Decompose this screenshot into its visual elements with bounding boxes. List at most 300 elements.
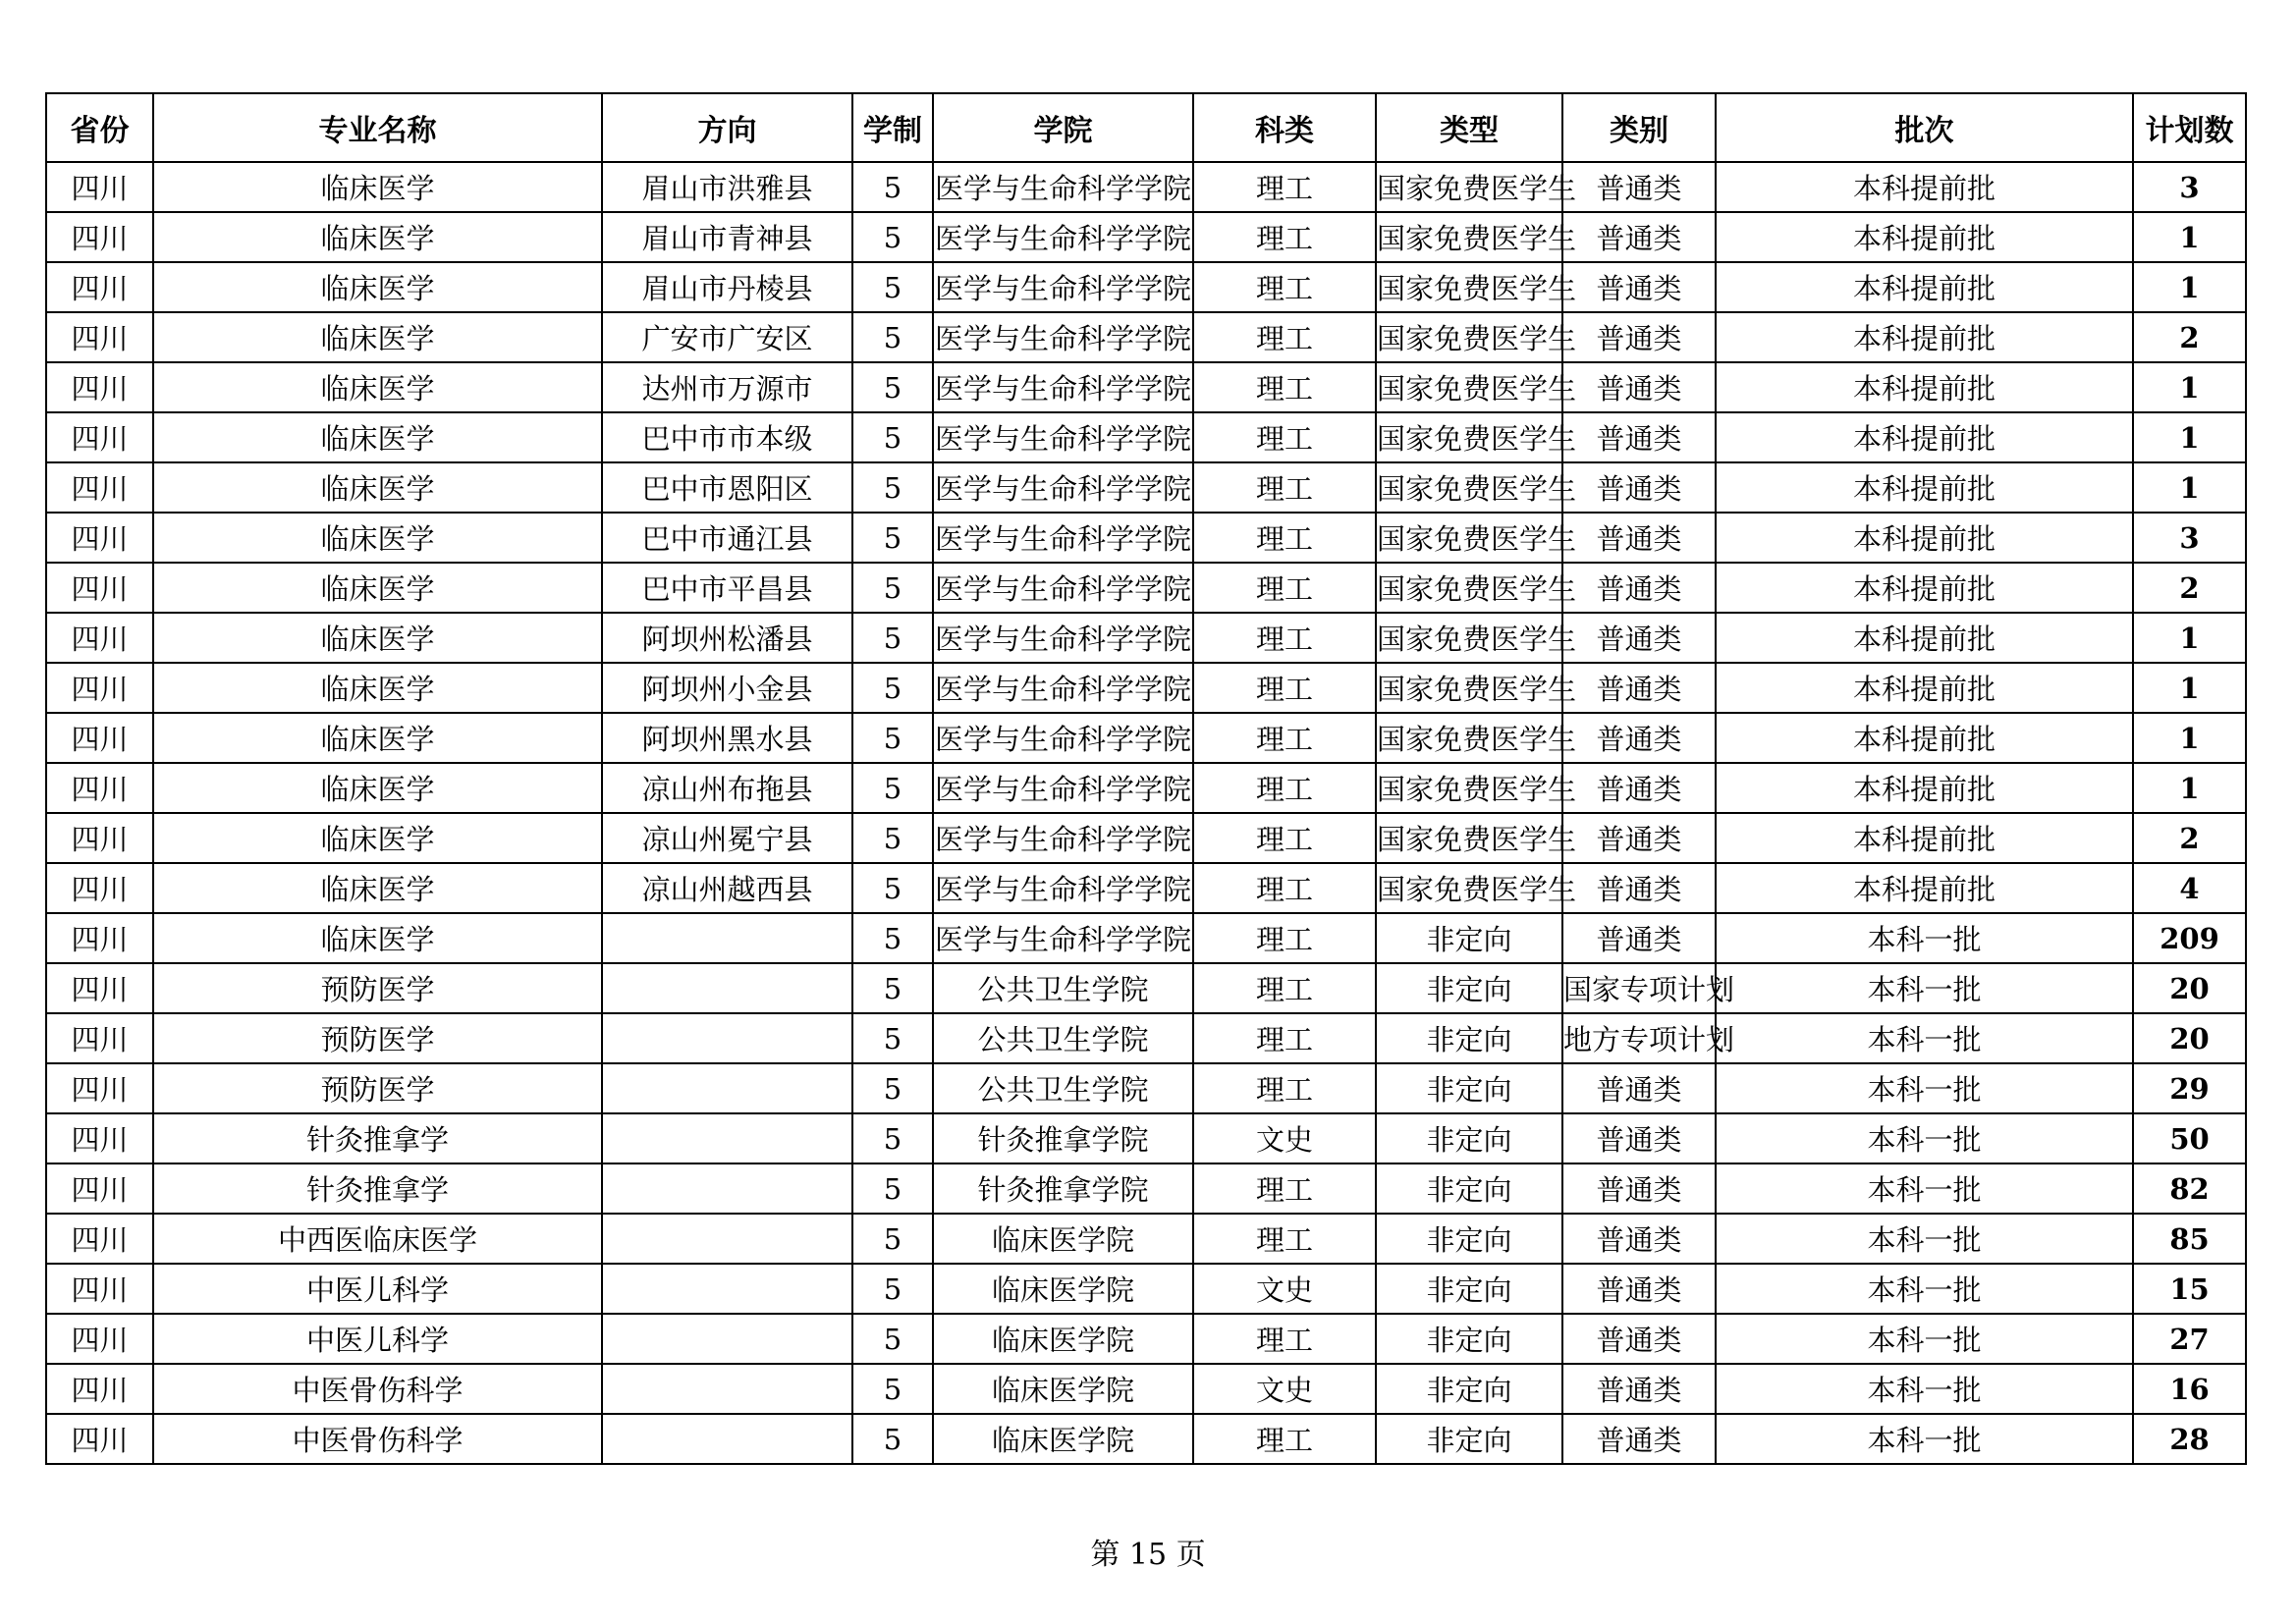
cell-major: 临床医学 xyxy=(153,763,602,813)
table-row xyxy=(46,813,2246,863)
cell-major: 临床医学 xyxy=(153,613,602,663)
cell-college: 医学与生命科学学院 xyxy=(933,663,1193,713)
cell-category: 普通类 xyxy=(1562,1063,1716,1113)
cell-major: 临床医学 xyxy=(153,563,602,613)
cell-count: 1 xyxy=(2133,412,2246,462)
cell-province: 四川 xyxy=(46,1414,153,1464)
cell-type: 非定向 xyxy=(1376,1113,1562,1163)
cell-direction: 巴中市通江县 xyxy=(602,513,852,563)
cell-major: 临床医学 xyxy=(153,462,602,513)
cell-direction: 阿坝州小金县 xyxy=(602,663,852,713)
cell-type: 国家免费医学生 xyxy=(1376,763,1562,813)
table-row xyxy=(46,362,2246,412)
cell-batch: 本科一批 xyxy=(1716,1063,2133,1113)
cell-major: 临床医学 xyxy=(153,412,602,462)
cell-subject: 理工 xyxy=(1193,813,1376,863)
cell-college: 临床医学院 xyxy=(933,1314,1193,1364)
cell-subject: 理工 xyxy=(1193,913,1376,963)
cell-direction: 凉山州越西县 xyxy=(602,863,852,913)
cell-type: 国家免费医学生 xyxy=(1376,162,1562,212)
cell-college: 医学与生命科学学院 xyxy=(933,212,1193,262)
cell-province: 四川 xyxy=(46,563,153,613)
cell-direction: 巴中市恩阳区 xyxy=(602,462,852,513)
cell-duration: 5 xyxy=(852,1163,933,1214)
table-row xyxy=(46,312,2246,362)
cell-type: 国家免费医学生 xyxy=(1376,362,1562,412)
cell-type: 国家免费医学生 xyxy=(1376,262,1562,312)
cell-major: 中医儿科学 xyxy=(153,1314,602,1364)
cell-count: 209 xyxy=(2133,913,2246,963)
cell-category: 普通类 xyxy=(1562,763,1716,813)
cell-province: 四川 xyxy=(46,963,153,1013)
table-row xyxy=(46,1314,2246,1364)
cell-major: 临床医学 xyxy=(153,863,602,913)
cell-subject: 理工 xyxy=(1193,462,1376,513)
cell-count: 1 xyxy=(2133,713,2246,763)
table-row xyxy=(46,1364,2246,1414)
cell-college: 医学与生命科学学院 xyxy=(933,563,1193,613)
cell-type: 国家免费医学生 xyxy=(1376,462,1562,513)
cell-batch: 本科一批 xyxy=(1716,1113,2133,1163)
cell-subject: 理工 xyxy=(1193,763,1376,813)
cell-direction xyxy=(602,1113,852,1163)
cell-category: 普通类 xyxy=(1562,813,1716,863)
column-header-batch: 批次 xyxy=(1716,93,2133,162)
cell-category: 普通类 xyxy=(1562,1214,1716,1264)
cell-major: 临床医学 xyxy=(153,162,602,212)
cell-major: 临床医学 xyxy=(153,362,602,412)
cell-major: 中医骨伤科学 xyxy=(153,1364,602,1414)
cell-direction xyxy=(602,1414,852,1464)
cell-duration: 5 xyxy=(852,1364,933,1414)
cell-direction: 凉山州布拖县 xyxy=(602,763,852,813)
table-row xyxy=(46,1214,2246,1264)
cell-count: 3 xyxy=(2133,513,2246,563)
cell-direction xyxy=(602,1264,852,1314)
cell-subject: 文史 xyxy=(1193,1113,1376,1163)
cell-college: 临床医学院 xyxy=(933,1214,1193,1264)
table-row xyxy=(46,212,2246,262)
cell-duration: 5 xyxy=(852,813,933,863)
cell-category: 普通类 xyxy=(1562,513,1716,563)
cell-type: 非定向 xyxy=(1376,1013,1562,1063)
cell-batch: 本科一批 xyxy=(1716,1163,2133,1214)
table-row xyxy=(46,1414,2246,1464)
cell-direction xyxy=(602,1163,852,1214)
cell-type: 国家免费医学生 xyxy=(1376,813,1562,863)
cell-count: 50 xyxy=(2133,1113,2246,1163)
cell-province: 四川 xyxy=(46,713,153,763)
cell-duration: 5 xyxy=(852,262,933,312)
cell-count: 2 xyxy=(2133,813,2246,863)
table-row xyxy=(46,913,2246,963)
cell-duration: 5 xyxy=(852,312,933,362)
cell-category: 普通类 xyxy=(1562,613,1716,663)
cell-count: 85 xyxy=(2133,1214,2246,1264)
cell-major: 临床医学 xyxy=(153,713,602,763)
cell-duration: 5 xyxy=(852,1314,933,1364)
cell-batch: 本科一批 xyxy=(1716,1013,2133,1063)
cell-count: 1 xyxy=(2133,663,2246,713)
cell-category: 普通类 xyxy=(1562,412,1716,462)
table-row xyxy=(46,1113,2246,1163)
cell-direction: 阿坝州黑水县 xyxy=(602,713,852,763)
cell-subject: 理工 xyxy=(1193,1214,1376,1264)
cell-subject: 文史 xyxy=(1193,1264,1376,1314)
cell-major: 临床医学 xyxy=(153,312,602,362)
cell-count: 28 xyxy=(2133,1414,2246,1464)
cell-batch: 本科提前批 xyxy=(1716,513,2133,563)
cell-duration: 5 xyxy=(852,663,933,713)
cell-college: 医学与生命科学学院 xyxy=(933,362,1193,412)
cell-batch: 本科提前批 xyxy=(1716,563,2133,613)
cell-college: 医学与生命科学学院 xyxy=(933,863,1193,913)
cell-duration: 5 xyxy=(852,763,933,813)
cell-batch: 本科一批 xyxy=(1716,1314,2133,1364)
cell-batch: 本科提前批 xyxy=(1716,763,2133,813)
cell-province: 四川 xyxy=(46,663,153,713)
cell-subject: 文史 xyxy=(1193,1364,1376,1414)
cell-duration: 5 xyxy=(852,462,933,513)
cell-subject: 理工 xyxy=(1193,362,1376,412)
cell-direction: 巴中市市本级 xyxy=(602,412,852,462)
cell-college: 公共卫生学院 xyxy=(933,1063,1193,1113)
cell-subject: 理工 xyxy=(1193,513,1376,563)
cell-province: 四川 xyxy=(46,262,153,312)
cell-category: 普通类 xyxy=(1562,663,1716,713)
cell-province: 四川 xyxy=(46,212,153,262)
table-row xyxy=(46,613,2246,663)
cell-category: 普通类 xyxy=(1562,312,1716,362)
cell-college: 医学与生命科学学院 xyxy=(933,462,1193,513)
cell-college: 临床医学院 xyxy=(933,1264,1193,1314)
cell-category: 普通类 xyxy=(1562,262,1716,312)
cell-college: 医学与生命科学学院 xyxy=(933,262,1193,312)
cell-batch: 本科提前批 xyxy=(1716,863,2133,913)
cell-category: 普通类 xyxy=(1562,563,1716,613)
cell-major: 针灸推拿学 xyxy=(153,1113,602,1163)
table-row xyxy=(46,763,2246,813)
cell-direction xyxy=(602,1314,852,1364)
cell-subject: 理工 xyxy=(1193,563,1376,613)
cell-subject: 理工 xyxy=(1193,162,1376,212)
cell-type: 非定向 xyxy=(1376,1364,1562,1414)
cell-category: 普通类 xyxy=(1562,1264,1716,1314)
cell-subject: 理工 xyxy=(1193,1063,1376,1113)
cell-direction: 阿坝州松潘县 xyxy=(602,613,852,663)
cell-direction xyxy=(602,1013,852,1063)
cell-major: 预防医学 xyxy=(153,1013,602,1063)
cell-province: 四川 xyxy=(46,1214,153,1264)
cell-batch: 本科一批 xyxy=(1716,913,2133,963)
cell-category: 普通类 xyxy=(1562,1364,1716,1414)
cell-type: 非定向 xyxy=(1376,1314,1562,1364)
cell-subject: 理工 xyxy=(1193,1013,1376,1063)
cell-province: 四川 xyxy=(46,913,153,963)
cell-college: 医学与生命科学学院 xyxy=(933,913,1193,963)
cell-count: 20 xyxy=(2133,1013,2246,1063)
cell-batch: 本科一批 xyxy=(1716,1214,2133,1264)
cell-college: 医学与生命科学学院 xyxy=(933,713,1193,763)
cell-subject: 理工 xyxy=(1193,1414,1376,1464)
cell-category: 普通类 xyxy=(1562,913,1716,963)
cell-college: 医学与生命科学学院 xyxy=(933,312,1193,362)
cell-subject: 理工 xyxy=(1193,613,1376,663)
cell-batch: 本科提前批 xyxy=(1716,613,2133,663)
cell-province: 四川 xyxy=(46,1113,153,1163)
cell-province: 四川 xyxy=(46,1364,153,1414)
cell-direction xyxy=(602,913,852,963)
cell-type: 非定向 xyxy=(1376,1414,1562,1464)
cell-province: 四川 xyxy=(46,1163,153,1214)
cell-major: 中医儿科学 xyxy=(153,1264,602,1314)
cell-count: 2 xyxy=(2133,312,2246,362)
cell-category: 普通类 xyxy=(1562,1314,1716,1364)
cell-college: 公共卫生学院 xyxy=(933,1013,1193,1063)
cell-duration: 5 xyxy=(852,1214,933,1264)
cell-direction: 达州市万源市 xyxy=(602,362,852,412)
table-row xyxy=(46,1163,2246,1214)
cell-major: 临床医学 xyxy=(153,813,602,863)
cell-college: 医学与生命科学学院 xyxy=(933,162,1193,212)
column-header-major: 专业名称 xyxy=(153,93,602,162)
column-header-college: 学院 xyxy=(933,93,1193,162)
cell-count: 1 xyxy=(2133,212,2246,262)
table-row xyxy=(46,1264,2246,1314)
cell-duration: 5 xyxy=(852,1013,933,1063)
cell-category: 普通类 xyxy=(1562,713,1716,763)
cell-subject: 理工 xyxy=(1193,713,1376,763)
cell-type: 非定向 xyxy=(1376,963,1562,1013)
table-row xyxy=(46,563,2246,613)
cell-count: 1 xyxy=(2133,462,2246,513)
cell-duration: 5 xyxy=(852,162,933,212)
cell-category: 普通类 xyxy=(1562,1113,1716,1163)
cell-category: 普通类 xyxy=(1562,212,1716,262)
cell-duration: 5 xyxy=(852,1264,933,1314)
cell-college: 医学与生命科学学院 xyxy=(933,412,1193,462)
cell-batch: 本科提前批 xyxy=(1716,462,2133,513)
cell-subject: 理工 xyxy=(1193,212,1376,262)
cell-count: 27 xyxy=(2133,1314,2246,1364)
cell-type: 国家免费医学生 xyxy=(1376,563,1562,613)
cell-province: 四川 xyxy=(46,1063,153,1113)
cell-type: 非定向 xyxy=(1376,1264,1562,1314)
cell-college: 医学与生命科学学院 xyxy=(933,813,1193,863)
column-header-direction: 方向 xyxy=(602,93,852,162)
cell-major: 临床医学 xyxy=(153,262,602,312)
table-row xyxy=(46,162,2246,212)
cell-batch: 本科提前批 xyxy=(1716,813,2133,863)
cell-category: 普通类 xyxy=(1562,863,1716,913)
table-row xyxy=(46,963,2246,1013)
cell-type: 国家免费医学生 xyxy=(1376,863,1562,913)
cell-category: 普通类 xyxy=(1562,462,1716,513)
cell-college: 针灸推拿学院 xyxy=(933,1163,1193,1214)
table-row xyxy=(46,462,2246,513)
cell-duration: 5 xyxy=(852,1113,933,1163)
table-header xyxy=(46,93,2246,162)
cell-province: 四川 xyxy=(46,613,153,663)
column-header-province: 省份 xyxy=(46,93,153,162)
cell-batch: 本科提前批 xyxy=(1716,312,2133,362)
cell-major: 中医骨伤科学 xyxy=(153,1414,602,1464)
cell-count: 1 xyxy=(2133,613,2246,663)
table-row xyxy=(46,412,2246,462)
cell-batch: 本科一批 xyxy=(1716,1414,2133,1464)
cell-duration: 5 xyxy=(852,1414,933,1464)
cell-batch: 本科提前批 xyxy=(1716,663,2133,713)
cell-direction: 眉山市青神县 xyxy=(602,212,852,262)
cell-direction: 眉山市洪雅县 xyxy=(602,162,852,212)
cell-subject: 理工 xyxy=(1193,663,1376,713)
cell-count: 3 xyxy=(2133,162,2246,212)
cell-count: 1 xyxy=(2133,262,2246,312)
cell-direction: 眉山市丹棱县 xyxy=(602,262,852,312)
cell-batch: 本科一批 xyxy=(1716,1364,2133,1414)
cell-type: 非定向 xyxy=(1376,1214,1562,1264)
column-header-category: 类别 xyxy=(1562,93,1716,162)
cell-duration: 5 xyxy=(852,212,933,262)
cell-type: 非定向 xyxy=(1376,1163,1562,1214)
cell-major: 临床医学 xyxy=(153,513,602,563)
cell-duration: 5 xyxy=(852,863,933,913)
cell-major: 临床医学 xyxy=(153,212,602,262)
cell-subject: 理工 xyxy=(1193,312,1376,362)
cell-subject: 理工 xyxy=(1193,863,1376,913)
cell-college: 医学与生命科学学院 xyxy=(933,613,1193,663)
cell-direction: 凉山州冕宁县 xyxy=(602,813,852,863)
cell-province: 四川 xyxy=(46,763,153,813)
cell-subject: 理工 xyxy=(1193,963,1376,1013)
cell-type: 国家免费医学生 xyxy=(1376,613,1562,663)
cell-duration: 5 xyxy=(852,963,933,1013)
cell-subject: 理工 xyxy=(1193,1314,1376,1364)
cell-college: 临床医学院 xyxy=(933,1364,1193,1414)
cell-batch: 本科提前批 xyxy=(1716,412,2133,462)
cell-province: 四川 xyxy=(46,813,153,863)
cell-category: 普通类 xyxy=(1562,362,1716,412)
cell-type: 国家免费医学生 xyxy=(1376,663,1562,713)
cell-province: 四川 xyxy=(46,1314,153,1364)
cell-type: 国家免费医学生 xyxy=(1376,412,1562,462)
cell-direction xyxy=(602,1214,852,1264)
table-row xyxy=(46,713,2246,763)
cell-direction xyxy=(602,963,852,1013)
cell-subject: 理工 xyxy=(1193,262,1376,312)
cell-duration: 5 xyxy=(852,913,933,963)
table-row xyxy=(46,863,2246,913)
cell-direction xyxy=(602,1063,852,1113)
cell-count: 1 xyxy=(2133,763,2246,813)
header-row xyxy=(46,93,2246,162)
table-row xyxy=(46,262,2246,312)
cell-category: 普通类 xyxy=(1562,1414,1716,1464)
cell-count: 82 xyxy=(2133,1163,2246,1214)
column-header-count: 计划数 xyxy=(2133,93,2246,162)
cell-duration: 5 xyxy=(852,563,933,613)
cell-major: 临床医学 xyxy=(153,663,602,713)
cell-count: 15 xyxy=(2133,1264,2246,1314)
cell-college: 临床医学院 xyxy=(933,1414,1193,1464)
cell-province: 四川 xyxy=(46,362,153,412)
cell-count: 2 xyxy=(2133,563,2246,613)
table-row xyxy=(46,513,2246,563)
cell-major: 预防医学 xyxy=(153,963,602,1013)
cell-college: 针灸推拿学院 xyxy=(933,1113,1193,1163)
cell-duration: 5 xyxy=(852,513,933,563)
cell-duration: 5 xyxy=(852,713,933,763)
cell-batch: 本科一批 xyxy=(1716,1264,2133,1314)
cell-province: 四川 xyxy=(46,162,153,212)
cell-batch: 本科提前批 xyxy=(1716,362,2133,412)
cell-college: 医学与生命科学学院 xyxy=(933,513,1193,563)
cell-major: 针灸推拿学 xyxy=(153,1163,602,1214)
table-row xyxy=(46,1013,2246,1063)
cell-province: 四川 xyxy=(46,863,153,913)
cell-major: 预防医学 xyxy=(153,1063,602,1113)
cell-batch: 本科提前批 xyxy=(1716,162,2133,212)
cell-duration: 5 xyxy=(852,613,933,663)
cell-type: 国家免费医学生 xyxy=(1376,312,1562,362)
cell-category: 地方专项计划 xyxy=(1562,1013,1716,1063)
cell-college: 医学与生命科学学院 xyxy=(933,763,1193,813)
cell-batch: 本科提前批 xyxy=(1716,212,2133,262)
table-body xyxy=(46,162,2246,1464)
cell-type: 非定向 xyxy=(1376,1063,1562,1113)
cell-college: 公共卫生学院 xyxy=(933,963,1193,1013)
cell-category: 国家专项计划 xyxy=(1562,963,1716,1013)
cell-major: 中西医临床医学 xyxy=(153,1214,602,1264)
cell-type: 非定向 xyxy=(1376,913,1562,963)
cell-direction: 广安市广安区 xyxy=(602,312,852,362)
cell-type: 国家免费医学生 xyxy=(1376,212,1562,262)
cell-province: 四川 xyxy=(46,462,153,513)
cell-count: 4 xyxy=(2133,863,2246,913)
cell-type: 国家免费医学生 xyxy=(1376,713,1562,763)
cell-province: 四川 xyxy=(46,1264,153,1314)
cell-subject: 理工 xyxy=(1193,412,1376,462)
cell-duration: 5 xyxy=(852,362,933,412)
column-header-subject: 科类 xyxy=(1193,93,1376,162)
cell-batch: 本科提前批 xyxy=(1716,262,2133,312)
cell-batch: 本科提前批 xyxy=(1716,713,2133,763)
cell-count: 16 xyxy=(2133,1364,2246,1414)
enrollment-plan-table xyxy=(45,92,2247,1465)
page-number: 第 15 页 xyxy=(1090,1538,1206,1572)
cell-major: 临床医学 xyxy=(153,913,602,963)
cell-count: 1 xyxy=(2133,362,2246,412)
cell-duration: 5 xyxy=(852,1063,933,1113)
cell-category: 普通类 xyxy=(1562,162,1716,212)
column-header-type: 类型 xyxy=(1376,93,1562,162)
cell-count: 29 xyxy=(2133,1063,2246,1113)
cell-duration: 5 xyxy=(852,412,933,462)
cell-direction xyxy=(602,1364,852,1414)
cell-count: 20 xyxy=(2133,963,2246,1013)
cell-province: 四川 xyxy=(46,312,153,362)
cell-type: 国家免费医学生 xyxy=(1376,513,1562,563)
table-row xyxy=(46,1063,2246,1113)
cell-province: 四川 xyxy=(46,1013,153,1063)
cell-category: 普通类 xyxy=(1562,1163,1716,1214)
table-row xyxy=(46,663,2246,713)
cell-province: 四川 xyxy=(46,412,153,462)
cell-batch: 本科一批 xyxy=(1716,963,2133,1013)
cell-subject: 理工 xyxy=(1193,1163,1376,1214)
cell-province: 四川 xyxy=(46,513,153,563)
column-header-duration: 学制 xyxy=(852,93,933,162)
